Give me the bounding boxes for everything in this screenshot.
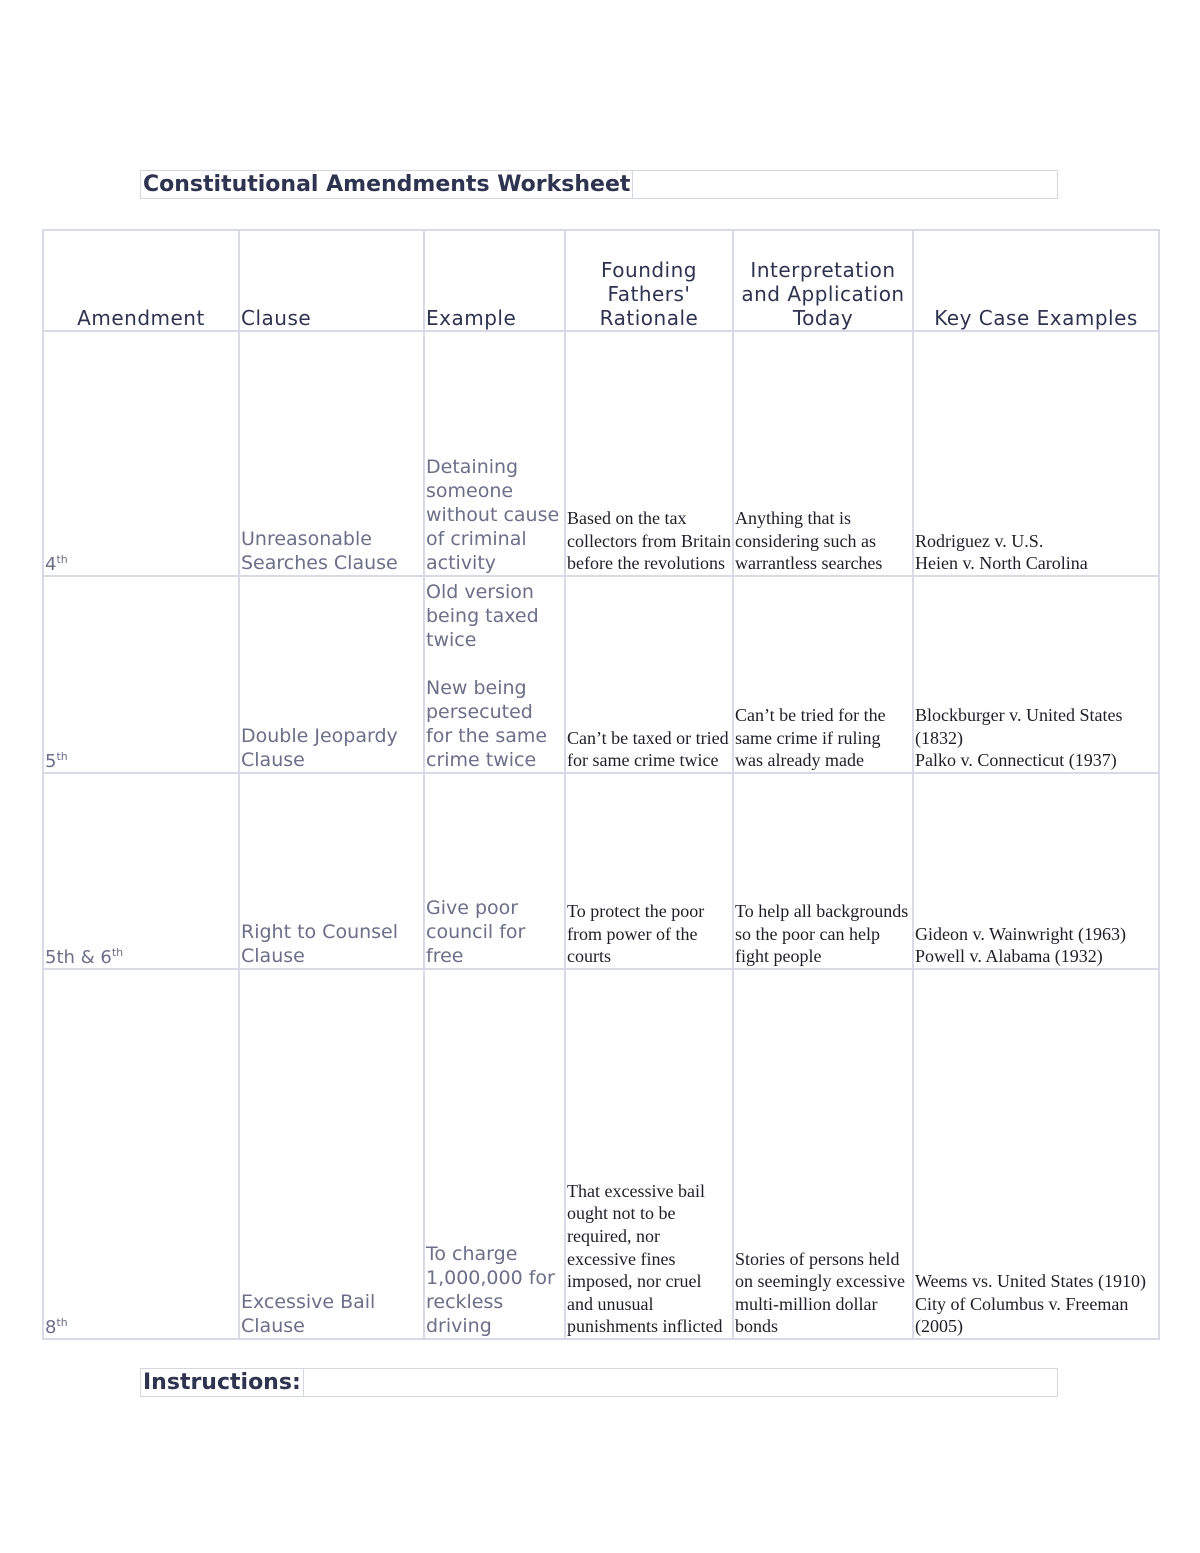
table-row (43, 773, 1159, 969)
cases-cell (913, 773, 1159, 969)
example-text: Detaining someone without cause of criminal activity (426, 456, 560, 574)
header-rationale: Founding Fathers' Rationale (565, 230, 733, 331)
amendment-cell: 5th & 6th (43, 773, 239, 969)
rationale-cell: Based on the tax collectors from Britain before the revolutions (565, 331, 733, 576)
rationale-cell: Can’t be taxed or tried for same crime twice (565, 576, 733, 773)
clause-cell: Unreasonable Searches Clause (239, 331, 424, 576)
header-interpretation: Interpretation and Application Today (733, 230, 913, 331)
title-box (140, 170, 1058, 199)
interpretation-cell: Can’t be tried for the same crime if ruling was already made (733, 576, 913, 773)
example-text: Give poor council for free (426, 897, 526, 967)
clause-cell: Right to Counsel Clause (239, 773, 424, 969)
instructions-label: Instructions: (141, 1369, 304, 1396)
amendment-cell: 5th (43, 576, 239, 773)
case-text: Weems vs. United States (1910) (915, 1271, 1147, 1292)
rationale-cell: To protect the poor from power of the courts (565, 773, 733, 969)
case-text: City of Columbus v. Freeman (2005) (915, 1293, 1129, 1337)
case-text: Blockburger v. United States (1832) (915, 705, 1123, 748)
amendment-cell: 4th (43, 331, 239, 576)
case-text: Rodriguez v. U.S. (915, 530, 1044, 551)
header-amendment: Amendment (43, 230, 239, 331)
example-text: To charge 1,000,000 for reckless driving (426, 1243, 555, 1337)
cases-cell (913, 969, 1159, 1339)
case-text: Palko v. Connecticut (1937) (915, 750, 1117, 771)
interpretation-cell: Stories of persons held on seemingly excessive multi-million dollar bonds (733, 969, 913, 1339)
header-example: Example (424, 230, 565, 331)
cases-cell (913, 331, 1159, 576)
clause-cell: Excessive Bail Clause (239, 969, 424, 1339)
case-text: Gideon v. Wainwright (1963) (915, 923, 1127, 944)
cases-cell (913, 576, 1159, 773)
example-cell (424, 576, 565, 773)
table-row (43, 969, 1159, 1339)
interpretation-cell: Anything that is considering such as warrantless searches (733, 331, 913, 576)
example-text: Old version being taxed twice (426, 581, 539, 651)
amendment-cell: 8th (43, 969, 239, 1339)
example-cell (424, 969, 565, 1339)
example-cell (424, 331, 565, 576)
interpretation-cell: To help all backgrounds so the poor can help fight people (733, 773, 913, 969)
example-text: New being persecuted for the same crime twice (426, 677, 548, 771)
page-title: Constitutional Amendments Worksheet (141, 171, 633, 198)
instructions-box (140, 1368, 1058, 1397)
case-text: Powell v. Alabama (1932) (915, 946, 1103, 967)
table-row (43, 331, 1159, 576)
header-clause: Clause (239, 230, 424, 331)
header-row (43, 230, 1159, 331)
amendments-table (42, 229, 1160, 1340)
table-row (43, 576, 1159, 773)
clause-cell: Double Jeopardy Clause (239, 576, 424, 773)
example-cell (424, 773, 565, 969)
rationale-cell: That excessive bail ought not to be required, nor excessive fines imposed, nor cruel and unusual punishments inflicted (565, 969, 733, 1339)
header-cases: Key Case Examples (913, 230, 1159, 331)
case-text: Heien v. North Carolina (915, 553, 1088, 574)
